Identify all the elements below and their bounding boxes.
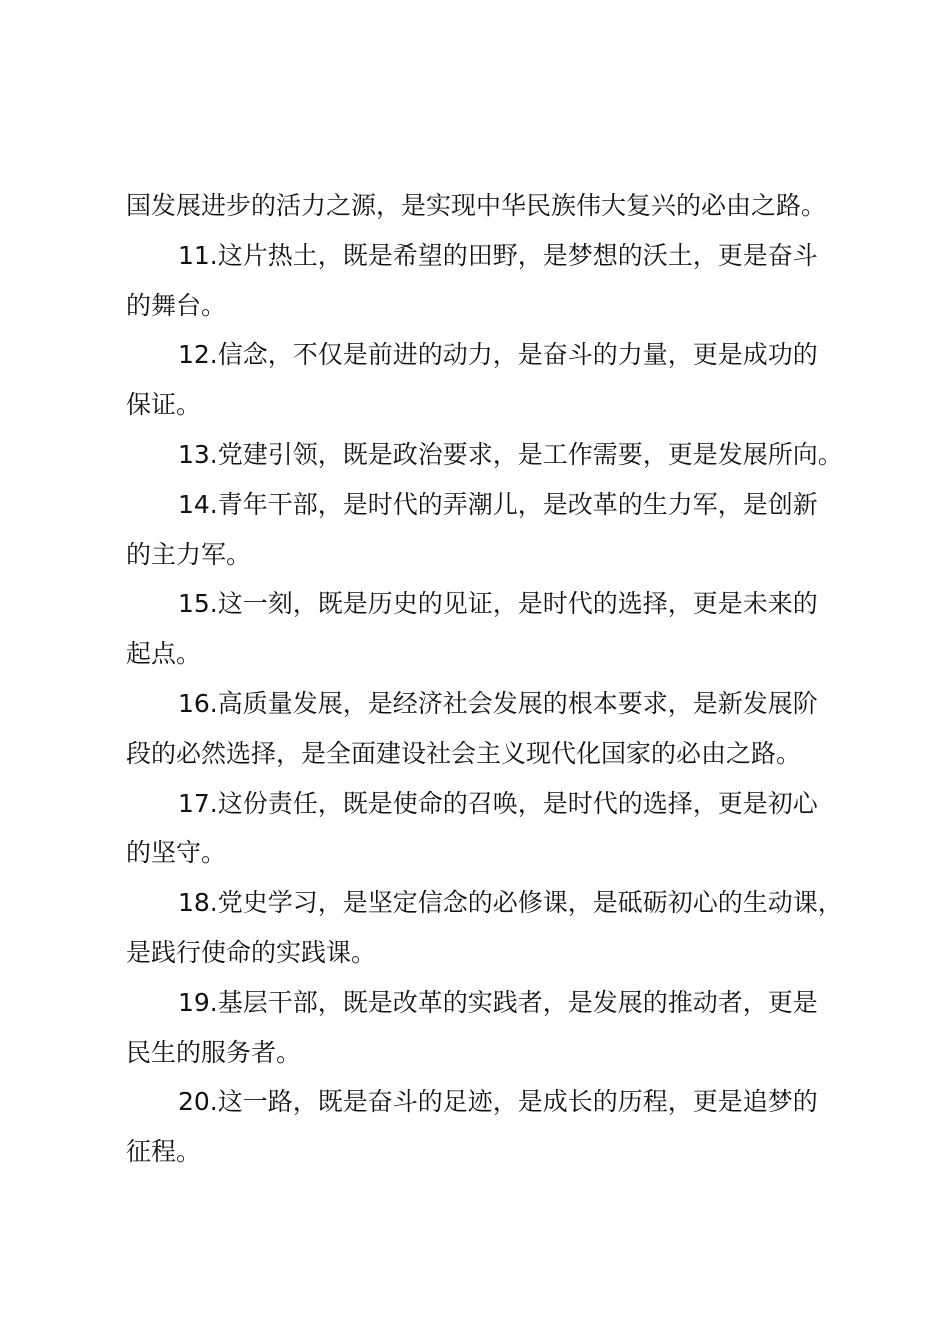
list-item-16-line-1: 16.高质量发展，是经济社会发展的根本要求，是新发展阶 [178, 688, 818, 718]
list-item-20-line-1: 20.这一路，既是奋斗的足迹，是成长的历程，更是追梦的 [178, 1087, 818, 1117]
list-item-18-line-1: 18.党史学习，是坚定信念的必修课，是砥砺初心的生动课， [178, 888, 843, 918]
list-item-17-line-2: 的坚守。 [126, 838, 227, 868]
list-item-16-line-2: 段的必然选择，是全面建设社会主义现代化国家的必由之路。 [126, 738, 802, 768]
list-item-11-line-1: 11.这片热土，既是希望的田野，是梦想的沃土，更是奋斗 [178, 240, 818, 270]
list-item-17-line-1: 17.这份责任，既是使命的召唤，是时代的选择，更是初心 [178, 788, 818, 818]
list-item-20-line-2: 征程。 [126, 1137, 202, 1167]
list-item-12-line-2: 保证。 [126, 390, 202, 420]
document-body [126, 181, 856, 1177]
list-item-14-line-1: 14.青年干部，是时代的弄潮儿，是改革的生力军，是创新 [178, 489, 818, 519]
list-item-18-line-2: 是践行使命的实践课。 [126, 937, 377, 967]
list-item-15-line-1: 15.这一刻，既是历史的见证，是时代的选择，更是未来的 [178, 589, 818, 619]
list-item-15-line-2: 起点。 [126, 639, 202, 669]
list-item-12-line-1: 12.信念，不仅是前进的动力，是奋斗的力量，更是成功的 [178, 340, 818, 370]
list-item-11-line-2: 的舞台。 [126, 290, 227, 320]
text-line: 国发展进步的活力之源，是实现中华民族伟大复兴的必由之路。 [126, 191, 827, 220]
list-item-19-line-1: 19.基层干部，既是改革的实践者，是发展的推动者，更是 [178, 987, 818, 1017]
list-item-13-line-1: 13.党建引领，既是政治要求，是工作需要，更是发展所向。 [178, 439, 843, 469]
list-item-19-line-2: 民生的服务者。 [126, 1037, 302, 1067]
list-item-14-line-2: 的主力军。 [126, 539, 252, 569]
